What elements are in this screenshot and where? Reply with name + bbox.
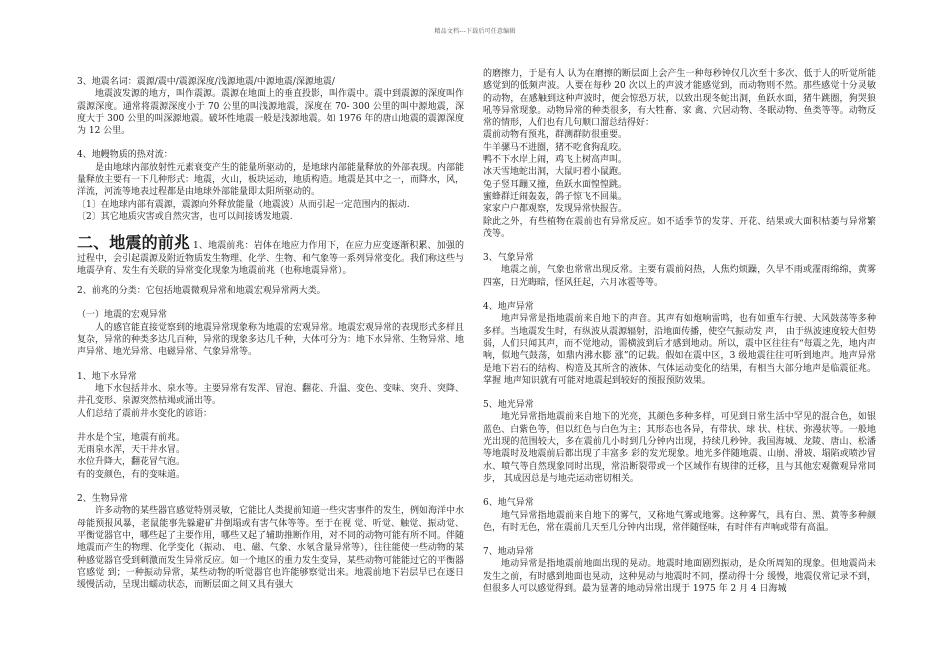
precursor-definition: 1、地震前兆：岩体在地应力作用下，在应力应变逐渐积累、加强的过程中，会引起震源及附近物质发生物理、化学、生物、和气象等一系列异常变化。我们称这些与地震孕育、发生有关联的异常变化现象为地震前兆（也称地震异常）。 [77,241,465,276]
movement-title: 7、地动异常 [483,547,534,558]
section-4-item-2: 〔2〕其它地质灾害或自然灾害，也可以间接诱发地震. [77,211,293,222]
proverb-line: 有的变颜色，有的变味道。 [77,469,186,480]
weather-body: 地震之前，气象也常常出现反常。主要有震前闷热，人焦灼烦躁，久旱不雨或霪雨绵绵，黄雾四塞，日光晦暗，怪风狂起，六月冰雹等等。 [483,265,876,288]
groundwater-note: 人们总结了震前井水变化的谚语： [77,408,213,419]
proverb-line: 水位升降大，翻花冒气泡。 [77,457,186,468]
rhyme-line: 牛羊骡马不进圈，猪不吃食狗乱咬。 [483,142,628,153]
groundwater-title: 1、地下水异常 [77,371,137,382]
gas-body: 地气异常指地震前来自地下的雾气，又称地气雾或地雾。这种雾气，具有白、黑、黄等多种颜色，有时无色，常在震前几天至几分钟内出现，常伴随怪味，有时伴有声响或带有高温。 [483,510,876,533]
rhyme-line: 冰天雪地蛇出洞，大鼠叼着小鼠跑。 [483,167,628,178]
weather-title: 3、气象异常 [483,253,534,264]
macro-title: （一）地震的宏观异常 [77,310,168,321]
chapter-heading: 二、地震的前兆 [77,233,191,253]
biology-title: 2、生物异常 [77,494,128,505]
sound-title: 4、地声异常 [483,302,534,313]
page-header: 精品文档---下载后可任意编辑 [434,28,516,35]
biology-body-continued: 的磨擦力，于是有人 认为在磨擦的断层面上会产生一种每秒钟仅几次至十多次、低于人的听觉所能感觉到的低频声波。人要在每秒 20 次以上的声波才能感觉到，而动物则不然。那些感觉十分灵敏的动物，在感触到这种声波时，便会惊恐万状，以致出现冬蛇出洞，鱼跃水面，猪牛跳圈，狗哭狼吼等异常现象。动物异常的种类很多，有大牲畜、家 禽、穴居动物、冬眠动物、鱼类等等。动物反常的情形，人们也有几句顺口溜总结得好： [483,69,876,129]
classification-paragraph: 2、前兆的分类：它包括地震微观异常和地震宏观异常两大类。 [77,286,326,297]
precursor-paragraph [77,233,465,277]
right-column [483,68,876,595]
section-3-title: 3、地震名词：震源/震中/震源深度/浅源地震/中源地震/深源地震/ [77,77,335,87]
rhyme-line: 兔子竖耳蹦又撞，鱼跃水面惶惶跳。 [483,179,628,190]
rhyme-line: 蜜蜂群迁闹轰轰，鸽子惊飞不回巢。 [483,191,628,202]
section-4-item-1: 〔1〕在地球内部有震源，震源向外释放能量（地震波）从而引起一定范围内的振动. [77,199,410,210]
proverb-line: 井水是个宝，地震有前兆。 [77,432,186,443]
section-3-body: 地震波发源的地方，叫作震源。震源在地面上的垂直投影，叫作震中。震中到震源的深度叫作震源深度。通常将震源深度小于 70 公里的叫浅源地震，深度在 70- 300 公里的叫中源地震，深度大于 300 公里的叫深源地震。破坏性地震一般是浅源地震。如 1976 年的唐山地震的震源深度为 12 公里。 [77,89,465,137]
rhyme-line: 家家户户都观察，发现异常快报告。 [483,204,628,215]
movement-body: 地动异常是指地震前地面出现的晃动。地震时地面剧烈振动，是众所周知的现象。但地震尚未发生之前，有时感到地面也晃动，这种晃动与地震时不同，摆动得十分 缓慢，地震仪常记录不到，但很多人可以感觉得到。最为显著的地动异常出现于 1975 年 2 月 4 日海城 [483,559,876,594]
rhyme-line: 鸭不下水岸上闹，鸡飞上树高声叫。 [483,155,628,166]
gas-title: 6、地气异常 [483,498,534,509]
macro-body: 人的感官能直接觉察到的地震异常现象称为地震的宏观异常。地震宏观异常的表现形式多样且复杂，异常的种类多达几百种，异常的现象多达几千种，大体可分为：地下水异常、生物异常、地声异常、地光异常、电磁异常、气象异常等。 [77,322,465,358]
section-4-body: 是由地球内部放射性元素衰变产生的能量所驱动的，是地球内部能量释放的外部表现。内部能量释放主要有一下几种形式：地震，火山，板块运动，地质构造。地震是其中之一，而降水，风，洋流，河流等地表过程都是由地球外部能量即太阳所驱动的。 [77,162,465,198]
light-title: 5、地光异常 [483,400,534,411]
proverb-line: 无雨泉水浑，天干井水冒。 [77,445,186,456]
left-column [77,76,464,591]
section-4-title: 4、地幔物质的热对流： [77,150,173,161]
rhyme-line: 震前动物有预兆，群测群防很重要。 [483,130,628,141]
groundwater-body: 地下水包括井水、泉水等。主要异常有发浑、冒泡、翻花、升温、变色、变味、突升、突降、井孔变形、泉源突然枯竭或涌出等。 [77,383,465,407]
biology-body: 许多动物的某些器官感觉特别灵敏，它能比人类提前知道一些灾害事件的发生，例如海洋中水母能预报风暴，老鼠能事先躲避矿井倒塌或有害气体等等。至于在视 觉、听觉、触觉、振动觉、平衡觉器官中，哪些起了主要作用，哪些又起了辅助推断作用，对不同的动物可能有所不同。伴随地震而产生的物理、化学变化（振动、 电、磁、气象、水氡含量异常等），往往能使一些动物的某种感觉器官受到刺激而发生异常反应。如一个地区的重力发生变异，某些动物可能能过它的平衡器官感觉 到；一种振动异常，某些动物的听觉器官也许能够察觉出来。地震前地下岩层早已在逐日缓慢活动，呈现出蠕动状态，而断层面之间又具有强大 [77,506,465,591]
sound-body: 地声异常是指地震前来自地下的声音。其声有如炮响雷鸣，也有如重车行驶、大风鼓荡等多种多样。当地震发生时，有纵波从震源辐射，沿地面传播，使空气振动发 声， 由于纵波速度较大但势弱，人们只闻其声，而不觉地动，需横波到后才感到地动。所以，震中区往往有“每震之先，地内声响，似地气鼓荡，如鼎内沸水膨 涨”的记载。假如在震中区，3 级地震往往可听到地声。地声异常是地下岩石的结构、构造及其所含的液体、气体运动变化的结果，有相当大部分地声是临震征兆。掌握 地声知识就有可能对地震起到较好的预报预防效果。 [483,314,876,386]
plant-note: 除此之外，有些植物在震前也有异常反应。如不适季节的发芽、开花、结果或大面积枯萎与异常繁茂等。 [483,216,876,239]
light-body: 地光异常指地震前来自地下的光亮，其颜色多种多样，可见到日常生活中罕见的混合色，如银蓝色、白紫色等，但以红色与白色为主；其形态也各异，有带状、球 状、柱状、弥漫状等。一般地光出现的范围较大，多在震前几小时到几分钟内出现，持续几秒钟。我国海城、龙陵、唐山、松潘等地震时及地震前后都出现了丰富多 彩的发光现象。地光多伴随地震、山崩、滑坡、塌陷或喷沙冒水、喷气等自然现象同时出现，常沿断裂带或一个区域作有规律的迁移，且与其他宏观微观异常同步， 其成因总是与地壳运动密切相关。 [483,412,876,484]
